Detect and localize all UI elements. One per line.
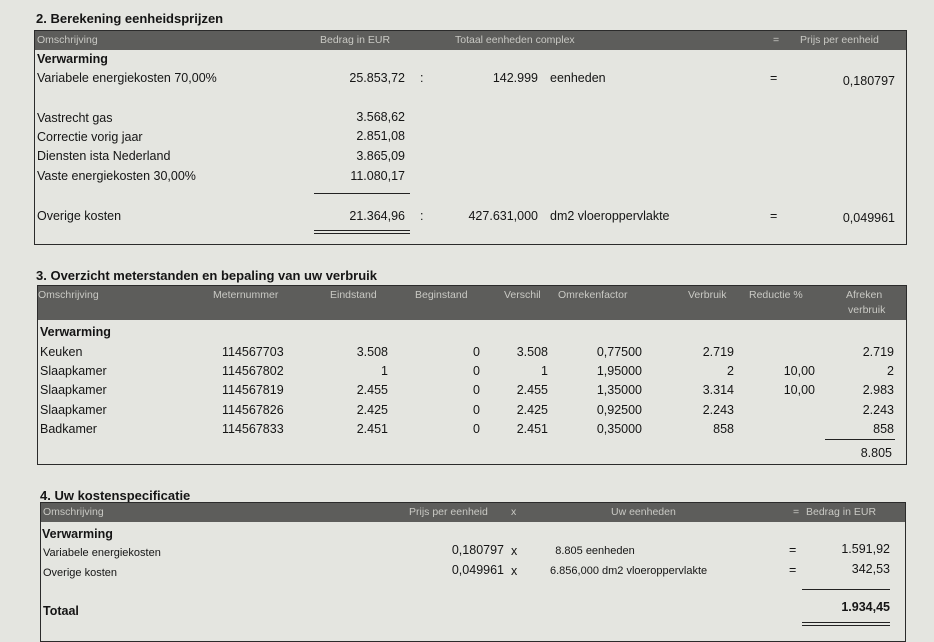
- s3-total-line: [825, 439, 895, 440]
- meter-settle: 2.719: [862, 345, 894, 359]
- s2-variable-colon: :: [420, 71, 424, 85]
- s2-variable-label: Variabele energiekosten 70,00%: [37, 71, 217, 85]
- s2-subtotal-line: [314, 193, 410, 194]
- meter-factor: 0,35000: [596, 422, 642, 436]
- meter-settle: 858: [873, 422, 894, 436]
- meter-diff: 2.451: [516, 422, 548, 436]
- cost-times: x: [511, 544, 518, 558]
- meter-number: 114567826: [222, 403, 284, 417]
- s2-fixed-label: Vastrecht gas: [37, 111, 113, 125]
- cost-amount: 1.591,92: [841, 542, 890, 556]
- meter-diff: 2.425: [516, 403, 548, 417]
- s4-total-double-line: [802, 622, 890, 626]
- cost-label: Overige kosten: [43, 567, 117, 579]
- meter-number: 114567703: [222, 345, 284, 359]
- s2-other-label: Overige kosten: [37, 209, 122, 223]
- cost-amount: 342,53: [851, 562, 890, 576]
- cost-units: 6.856,000 dm2 vloeroppervlakte: [550, 565, 708, 577]
- header-prijs-per-eenheid: Prijs per eenheid: [409, 506, 488, 518]
- s2-variable-amount: 25.853,72: [349, 71, 405, 85]
- s2-total-double-line: [314, 230, 410, 234]
- s2-variable-units: 142.999: [492, 71, 538, 85]
- cost-times: x: [511, 564, 518, 578]
- s2-group-label: Verwarming: [37, 52, 108, 66]
- s2-fixed-amount: 2.851,08: [356, 129, 405, 143]
- cost-equals: =: [789, 563, 797, 577]
- cost-price: 0,180797: [451, 543, 504, 557]
- header-bedrag: Bedrag in EUR: [320, 34, 391, 46]
- meter-end: 2.425: [356, 403, 388, 417]
- s2-other-price: 0,049961: [842, 211, 895, 225]
- s2-fixed-amount: 3.865,09: [356, 149, 405, 163]
- meter-begin: 0: [473, 364, 480, 378]
- s4-subtotal-line: [802, 589, 890, 590]
- header-afreken: Afreken: [846, 289, 883, 301]
- section-3-header: [38, 286, 906, 320]
- meter-begin: 0: [473, 383, 480, 397]
- header-uw-eenheden: Uw eenheden: [611, 506, 676, 518]
- meter-settle: 2.243: [862, 403, 894, 417]
- cost-units: 8.805 eenheden: [555, 545, 635, 557]
- meter-begin: 0: [473, 345, 480, 359]
- cost-equals: =: [789, 543, 797, 557]
- meter-begin: 0: [473, 403, 480, 417]
- meter-number: 114567819: [222, 383, 284, 397]
- header-totaal-eenheden: Totaal eenheden complex: [455, 34, 575, 46]
- section-2-title: 2. Berekening eenheidsprijzen: [36, 11, 224, 26]
- header-times: x: [511, 506, 517, 518]
- meter-desc: Badkamer: [40, 422, 97, 436]
- meter-usage: 3.314: [702, 383, 734, 397]
- meter-reduction: 10,00: [783, 383, 815, 397]
- meter-diff: 2.455: [516, 383, 548, 397]
- s2-variable-equals: =: [770, 71, 778, 85]
- header-bedrag: Bedrag in EUR: [806, 506, 877, 518]
- meter-diff: 1: [541, 364, 548, 378]
- meter-usage: 2.243: [702, 403, 734, 417]
- header-omschrijving: Omschrijving: [37, 34, 98, 46]
- s2-variable-unit-label: eenheden: [550, 71, 606, 85]
- header-eindstand: Eindstand: [330, 289, 377, 301]
- header-reductie: Reductie %: [749, 289, 803, 301]
- meter-factor: 1,95000: [596, 364, 642, 378]
- header-beginstand: Beginstand: [415, 289, 468, 301]
- header-omschrijving: Omschrijving: [38, 289, 99, 301]
- s2-fixed-amount: 11.080,17: [350, 169, 405, 183]
- header-meternummer: Meternummer: [213, 289, 279, 301]
- s2-other-amount: 21.364,96: [349, 209, 405, 223]
- meter-desc: Slaapkamer: [40, 383, 107, 397]
- section-2-header: [35, 31, 906, 50]
- meter-reduction: 10,00: [783, 364, 815, 378]
- meter-usage: 2: [727, 364, 734, 378]
- s2-variable-price: 0,180797: [842, 74, 895, 88]
- header-omschrijving: Omschrijving: [43, 506, 104, 518]
- meter-settle: 2.983: [862, 383, 894, 397]
- cost-label: Variabele energiekosten: [43, 547, 161, 559]
- s3-group-label: Verwarming: [40, 325, 111, 339]
- meter-end: 1: [381, 364, 388, 378]
- meter-end: 2.451: [356, 422, 388, 436]
- s4-group-label: Verwarming: [42, 527, 113, 541]
- meter-diff: 3.508: [516, 345, 548, 359]
- header-omrekenfactor: Omrekenfactor: [558, 289, 628, 301]
- meter-settle: 2: [887, 364, 894, 378]
- s2-other-colon: :: [420, 209, 424, 223]
- meter-end: 2.455: [356, 383, 388, 397]
- s2-fixed-label: Vaste energiekosten 30,00%: [37, 169, 196, 183]
- meter-number: 114567802: [222, 364, 284, 378]
- meter-factor: 1,35000: [596, 383, 642, 397]
- s2-other-equals: =: [770, 209, 778, 223]
- meter-desc: Slaapkamer: [40, 403, 107, 417]
- s4-total-label: Totaal: [43, 604, 79, 618]
- section-4-header: [41, 503, 905, 522]
- s4-total: 1.934,45: [841, 600, 890, 614]
- meter-desc: Keuken: [40, 345, 83, 359]
- s2-fixed-label: Diensten ista Nederland: [37, 149, 171, 163]
- s2-other-units: 427.631,000: [468, 209, 538, 223]
- meter-factor: 0,77500: [596, 345, 642, 359]
- meter-usage: 2.719: [702, 345, 734, 359]
- meter-number: 114567833: [222, 422, 284, 436]
- meter-begin: 0: [473, 422, 480, 436]
- meter-end: 3.508: [356, 345, 388, 359]
- cost-price: 0,049961: [451, 563, 504, 577]
- section-4-title: 4. Uw kostenspecificatie: [40, 488, 191, 503]
- s2-other-unit-label: dm2 vloeroppervlakte: [550, 209, 670, 223]
- header-verschil: Verschil: [504, 289, 541, 301]
- meter-factor: 0,92500: [596, 403, 642, 417]
- header-equals: =: [773, 34, 780, 46]
- meter-desc: Slaapkamer: [40, 364, 107, 378]
- section-3-title: 3. Overzicht meterstanden en bepaling van uw verbruik: [36, 268, 377, 283]
- s2-fixed-amount: 3.568,62: [356, 110, 405, 124]
- header-verbruik: Verbruik: [688, 289, 727, 301]
- s2-fixed-label: Correctie vorig jaar: [37, 130, 143, 144]
- header-equals: =: [793, 506, 800, 518]
- meter-usage: 858: [713, 422, 734, 436]
- s3-total: 8.805: [860, 446, 892, 460]
- header-prijs-per-eenheid: Prijs per eenheid: [800, 34, 879, 46]
- header-afreken-verbruik: verbruik: [848, 304, 886, 316]
